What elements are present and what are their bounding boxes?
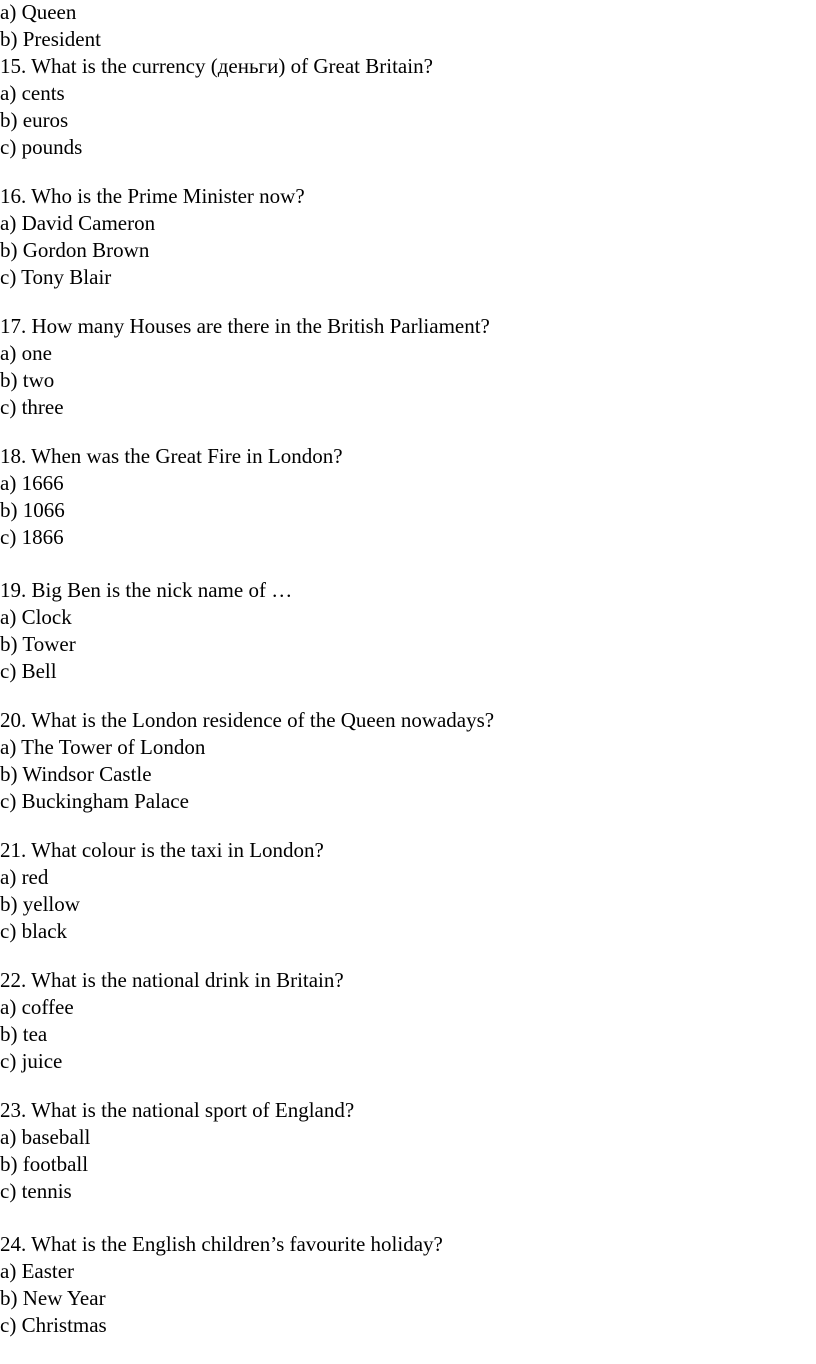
question-text: 24. What is the English children’s favourite holiday? — [0, 1232, 443, 1256]
option-text: a) 1666 — [0, 471, 64, 495]
option-text: b) yellow — [0, 892, 80, 916]
question-text: 23. What is the national sport of England? — [0, 1098, 355, 1122]
option-text: c) Buckingham Palace — [0, 789, 189, 813]
option-text: b) tea — [0, 1022, 48, 1046]
option-text: a) coffee — [0, 995, 74, 1019]
question-text: 21. What colour is the taxi in London? — [0, 838, 324, 862]
option-text: c) tennis — [0, 1179, 72, 1203]
option-text: b) New Year — [0, 1286, 106, 1310]
option-text: a) The Tower of London — [0, 735, 206, 759]
option-text: a) David Cameron — [0, 211, 156, 235]
option-text: c) Bell — [0, 659, 57, 683]
option-text: c) 1866 — [0, 525, 64, 549]
question-text: 17. How many Houses are there in the British Parliament? — [0, 314, 490, 338]
option-text: b) President — [0, 27, 101, 51]
option-text: b) football — [0, 1152, 89, 1176]
option-text: c) black — [0, 919, 68, 943]
option-text: a) one — [0, 341, 52, 365]
option-text: c) three — [0, 395, 64, 419]
option-text: b) euros — [0, 108, 69, 132]
question-text: 18. When was the Great Fire in London? — [0, 444, 343, 468]
option-text: b) two — [0, 368, 55, 392]
option-text: a) baseball — [0, 1125, 91, 1149]
question-text: 15. What is the currency (деньги) of Great Britain? — [0, 54, 433, 78]
option-text: b) Tower — [0, 632, 76, 656]
option-text: a) cents — [0, 81, 65, 105]
question-text: 16. Who is the Prime Minister now? — [0, 184, 305, 208]
question-text: 19. Big Ben is the nick name of … — [0, 578, 293, 602]
option-text: b) Windsor Castle — [0, 762, 152, 786]
option-text: a) Queen — [0, 0, 77, 24]
option-text: a) Easter — [0, 1259, 75, 1283]
option-text: b) 1066 — [0, 498, 65, 522]
option-text: c) Christmas — [0, 1313, 107, 1337]
option-text: c) juice — [0, 1049, 63, 1073]
option-text: b) Gordon Brown — [0, 238, 150, 262]
option-text: a) red — [0, 865, 49, 889]
option-text: c) pounds — [0, 135, 83, 159]
question-text: 20. What is the London residence of the Queen nowadays? — [0, 708, 495, 732]
question-text: 22. What is the national drink in Britain? — [0, 968, 344, 992]
option-text: c) Tony Blair — [0, 265, 112, 289]
option-text: a) Clock — [0, 605, 72, 629]
